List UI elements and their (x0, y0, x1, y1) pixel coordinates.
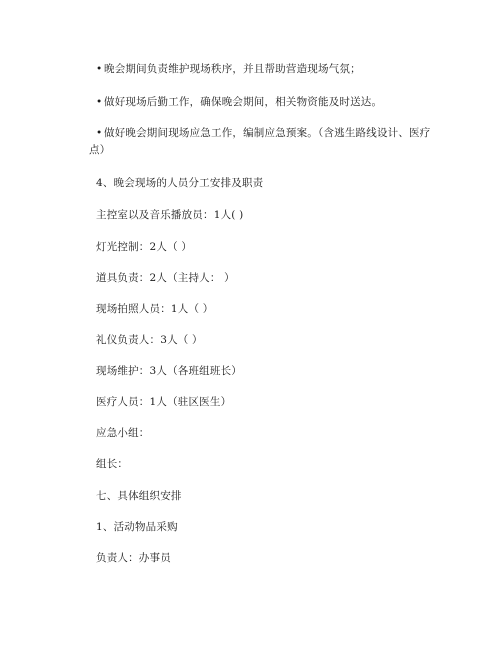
staff-item-photography: 现场拍照人员：1人（ ） (96, 303, 214, 315)
staff-item-lighting: 灯光控制：2人（ ） (96, 241, 193, 253)
staff-item-emergency-team: 应急小组： (96, 427, 150, 439)
staff-item-team-leader: 组长： (96, 458, 129, 470)
bullet-item-emergency (96, 126, 430, 140)
bullet-mark: • (96, 63, 103, 75)
subsection-1-heading: 1、活动物品采购 (96, 521, 178, 533)
staff-item-etiquette: 礼仪负责人：3人（ ） (96, 334, 203, 346)
section-7-heading: 七、具体组织安排 (96, 490, 182, 502)
bullet-text: 晚会期间负责维护现场秩序，并且帮助营造现场气氛； (104, 63, 361, 75)
staff-item-medical: 医疗人员：1人（驻区医生） (96, 396, 232, 408)
bullet-item-order (96, 62, 361, 76)
bullet-item-logistics (96, 95, 382, 109)
staff-item-props: 道具负责：2人（主持人： ） (96, 272, 235, 284)
responsible-person: 负责人：办事员 (96, 552, 171, 564)
staff-item-maintenance: 现场维护：3人（各班组班长） (96, 365, 242, 377)
bullet-text: 做好晚会期间现场应急工作，编制应急预案。（含逃生路线设计、医疗 (104, 127, 431, 139)
staff-item-control-room: 主控室以及音乐播放员：1人( ) (96, 209, 244, 221)
bullet-mark: • (96, 96, 103, 108)
bullet-item-emergency-continuation: 点） (89, 144, 111, 156)
bullet-text: 做好现场后勤工作，确保晚会期间，相关物资能及时送达。 (104, 96, 383, 108)
section-4-heading: 4、晚会现场的人员分工安排及职责 (96, 177, 264, 189)
bullet-mark: • (96, 127, 103, 139)
